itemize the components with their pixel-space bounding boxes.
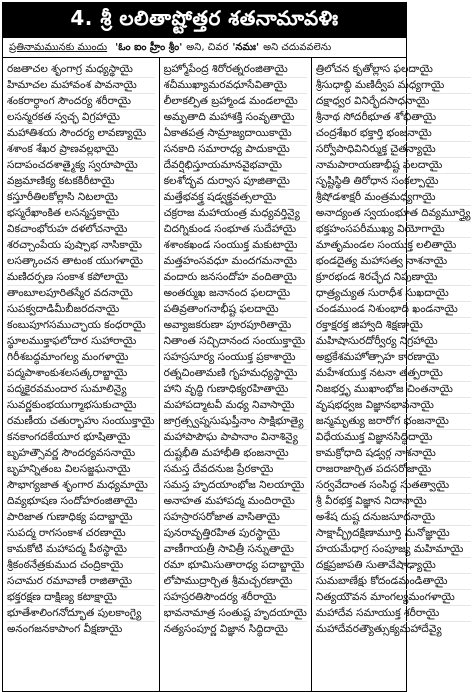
- name-line: నత్యసంపూర్ణ విజ్ఞాన సిద్ధిదాయై: [163, 623, 288, 635]
- name-line: మహాదేవ సమాయుక్త శరీరాయై: [316, 606, 471, 622]
- name-line: చిదగ్నికుండ సంభూత సుదేహాయై: [164, 222, 307, 238]
- name-line: సమస్త దేవదనుజ ప్రేరకాయై: [164, 462, 307, 478]
- name-line: గిరీశబద్ధమాంగల్య మంగళాయై: [7, 350, 155, 366]
- name-line: అనంగజనకాపాంగ వీక్షణాయై: [7, 623, 123, 635]
- name-line: సహస్రరతిసౌందర్య శరీరాయై: [164, 590, 307, 606]
- name-line: పద్మకైరవమందార సుమాలిన్యై: [7, 382, 155, 398]
- name-line: సువర్ణకుంభయుగ్మాభసుకుచాయై: [7, 398, 155, 414]
- instruction-middle: అని, చివర: [186, 41, 229, 53]
- name-line: రజతాచల శృంగాగ్ర మధ్యస్థాయై: [7, 62, 155, 78]
- name-line: అభ్రకేశమహోత్సాహ కారణాయై: [316, 350, 471, 366]
- name-line: పద్మపాశాంకుశలసత్కరాబ్జాయై: [7, 366, 155, 382]
- name-line: దివ్యభూషణ సందోహరంజితాయై: [7, 494, 155, 510]
- name-line: మహిషాసురదోర్వీర్య నిగ్రహాయై: [316, 334, 471, 350]
- name-line: కామకోటి మహాపద్మ పీఠస్థాయై: [7, 542, 155, 558]
- name-line: రత్నచింతామణి గృహమధ్యస్థాయై: [164, 366, 307, 382]
- name-line: క్రూరభండ శిరచ్ఛేద నిపుణాయై: [316, 270, 471, 286]
- name-line: శ్రీషోడశాక్షరీ మంత్రమధ్యగాయై: [316, 190, 471, 206]
- name-line: సమస్త హృదయాంభోజ నిలయాయై: [164, 478, 307, 494]
- name-column-1: [3, 58, 159, 691]
- name-line: భండదైత్య మహాసత్వ నాశనాయై: [316, 254, 471, 270]
- name-line: భస్మరేఖాంకిత లసన్మస్తకాయై: [7, 206, 155, 222]
- name-line: చంద్రశేఖర భక్తార్తి భంజనాయై: [316, 126, 471, 142]
- name-line: మణిదర్పణ సంకాశ కపోలాయై: [7, 270, 155, 286]
- name-line: సచామర రమావాణీ రాజితాయై: [7, 574, 155, 590]
- name-line: దుష్టభీతి మహాభీతి భంజనాయై: [164, 446, 307, 462]
- name-line: మహాతిశయ సౌందర్య లావణ్యాయై: [7, 126, 155, 142]
- name-line: దేవర్షిభిస్తూయమానవైభవాయై: [164, 158, 307, 174]
- name-line: శంకరార్ధాంగ సౌందర్య శరీరాయై: [7, 94, 155, 110]
- name-line: హిమాచల మహావంశ పావనాయై: [7, 78, 155, 94]
- name-line: శచీముఖ్యామరవధూసేవితాయై: [164, 78, 307, 94]
- name-line: జన్మమృత్యు జరారోగ భంజనాయై: [316, 414, 471, 430]
- name-line: లసత్కాంచన తాటంక యుగళాయై: [7, 254, 155, 270]
- name-line: పతివ్రతాంగనాభీష్ట ఫలదాయై: [164, 302, 307, 318]
- name-line: అనాద్యంత స్వయంభూత దివ్యమూర్త్యై: [316, 206, 471, 222]
- name-line: రమా భూమిసుతారాధ్య పదాబ్జాయై: [164, 558, 307, 574]
- name-line: శ్రీకంఠనేత్రకుముద చంద్రికాయై: [7, 558, 155, 574]
- name-line: సాక్షాచ్ఛ్రీదక్షిణామూర్తి మనోజ్ఞాయై: [316, 526, 471, 542]
- name-line: బృహత్సౌవర్ణ సౌందర్యవసనాయై: [7, 446, 155, 462]
- name-line: వృషభధ్వజ విజ్ఞానభావనాయై: [316, 398, 471, 414]
- name-line: కనకాంగదకేయూర భూషితాయై: [7, 430, 155, 446]
- name-line: అవ్యాజకరుణా పూరపూరితాయై: [164, 318, 307, 334]
- name-columns: [2, 58, 471, 692]
- name-line: నామపారాయణాభీష్ట ఫలదాయై: [316, 158, 471, 174]
- name-line: దక్షాధ్వర వినిర్భేదసాధనాయై: [316, 94, 471, 110]
- name-line: బ్రహ్మోపేంద్ర శిరోరత్నరంజితాయై: [164, 62, 307, 78]
- name-line: నిజభర్తృ ముఖాంభోజ చింతనాయై: [316, 382, 471, 398]
- name-line: లీలాకల్పిత బ్రహ్మాండ మండలాయై: [164, 94, 307, 110]
- name-line: సుమబాణేక్షు కోదండమండితాయై: [316, 574, 471, 590]
- name-line: లోపాముద్రార్చిత శ్రీమచ్చరణాయై: [164, 574, 307, 590]
- name-line: వికచాంభోరుహ దళలోచనాయై: [7, 222, 155, 238]
- name-line: కస్తూరీతిలకోల్లాసి నిటలాయై: [7, 190, 155, 206]
- name-line: అంతర్ముఖ జనానంద ఫలదాయై: [164, 286, 307, 302]
- name-line: మహాపాపౌఘ పాపానాం వినాశిన్యై: [164, 430, 307, 446]
- name-line: రక్తాక్షరక్త జిహ్వాది శిక్షణాయై: [316, 318, 471, 334]
- name-line: శశాంకఖండ సంయుక్త మకుటాయై: [164, 238, 307, 254]
- name-line: భక్తరక్షణ దాక్షిణ్య కటాక్షాయై: [7, 590, 155, 606]
- name-line: త్రిలోచన కృతోల్లాస ఫలదాయై: [316, 62, 471, 78]
- name-line: వజ్రమాణిక్య కటకకిరీటాయై: [7, 174, 155, 190]
- name-line: అమృతాది మహాశక్తి సంవృతాయై: [164, 110, 307, 126]
- name-line: సహస్రారసరోజాత వాసితాయై: [164, 510, 307, 526]
- name-line: సౌభాగ్యజాత శృంగార మధ్యమాయై: [7, 478, 155, 494]
- name-line: భావనామాత్ర సంతుష్ట హృదయాయై: [164, 606, 307, 622]
- name-line: బృహన్నితంబ విలసజ్జఘనాయై: [7, 462, 155, 478]
- name-line: స్థూలముక్తాఫలోదార సుహారాయై: [7, 334, 155, 350]
- name-line: శశాంక శేఖర ప్రాణవల్లభాయై: [7, 142, 155, 158]
- name-line: సనకాది సమారాధ్య పాదుకాయై: [164, 142, 307, 158]
- name-line: మహేశయుక్త నటనా తత్పరాయై: [316, 366, 471, 382]
- name-line: కంబుపూగసముచ్ఛాయ కంధరాయై: [7, 318, 155, 334]
- name-line: ధాత్ర్యచ్యుత సురాధీశ సుఖదాయై: [316, 286, 471, 302]
- name-line: మహాదేవరత్యౌత్సుక్యమహాదేవ్యై: [315, 623, 442, 635]
- name-line: సృష్టిస్థితి తిరోధాన సంకల్పాయై: [316, 174, 471, 190]
- name-line: సుపక్వదాడిమీబీజరదనాయై: [7, 302, 155, 318]
- name-line: ఏకాతపత్ర సామ్రాజ్యదాయికాయై: [164, 126, 307, 142]
- name-line: పారిజాత గుణాధిక్య పదాబ్జాయై: [7, 510, 155, 526]
- name-line: అశేష దుష్ట దనుజసూదనాయై: [316, 510, 471, 526]
- name-line: రమణీయ చతుర్భాహు సంయుక్తాయై: [7, 414, 155, 430]
- name-line: మత్తహంసవధూ మందగమనాయై: [164, 254, 307, 270]
- page-title: 4. శ్రీ లలితాష్టోత్తర శతనామావళిః: [2, 2, 407, 38]
- name-line: మహాపద్మాటవీ మధ్య నివాసాయై: [164, 398, 307, 414]
- chanting-instruction: [2, 38, 407, 58]
- name-line: శరచ్చాంపేయ పుష్పాభ నాసికాయై: [7, 238, 155, 254]
- name-line: శ్రీ వీరభక్త విజ్ఞాన నిదానాయై: [316, 494, 471, 510]
- name-line: మాతృమండల సంయుక్త లలితాయై: [316, 238, 471, 254]
- name-line: కామక్రోధాది షడ్వర్గ నాశనాయై: [316, 446, 471, 462]
- name-line: వందారు జనసందోహ వందితాయై: [164, 270, 307, 286]
- name-line: సర్వవేదాంత సంసిద్ధ సుతత్వాయై: [316, 478, 471, 494]
- instruction-mantra: 'ఓం ఐం హ్రీం శ్రీం': [115, 41, 183, 53]
- name-column-2: [159, 58, 311, 691]
- name-line: హాని వృద్ధి గుణాధిక్యరహితాయై: [164, 382, 307, 398]
- name-line: చక్రరాజ మహాయంత్ర మధ్యవర్తిన్యై: [164, 206, 307, 222]
- instruction-prefix: ప్రతినామమునకు ముందు: [9, 41, 108, 53]
- name-line: మత్తేభవక్త్ర షడ్వక్త్రవత్సలాయై: [164, 190, 307, 206]
- name-line: వాణీగాయత్రీ సావిత్రీ సన్నుతాయై: [164, 542, 307, 558]
- name-line: సుపద్మ రాగసంకాశ చరణాయై: [7, 526, 155, 542]
- instruction-ending: 'నమః': [232, 41, 260, 53]
- name-line: జాగ్రత్స్వప్నసుషుప్తీనాం సాక్షిభూత్యై: [164, 414, 307, 430]
- name-line: భక్తహంసపరీముఖ్య వియోగాయై: [316, 222, 471, 238]
- name-line: హయమేధాగ్ర సంపూజ్య మహిమాయై: [316, 542, 471, 558]
- name-line: కలశోద్భవ దుర్వాస పూజితాయై: [164, 174, 307, 190]
- name-line: పునరావృత్తిరహిత పురస్థాయై: [164, 526, 307, 542]
- name-line: చండముండ నిశుంభాది ఖండనాయై: [316, 302, 471, 318]
- name-line: తాంబూలపూరితస్మేర వదనాయై: [7, 286, 155, 302]
- name-line: నితాంత సచ్చిదానంద సంయుక్తాయై: [164, 334, 307, 350]
- name-line: సర్వోపాధివినిర్ముక్త చైతన్యాయై: [316, 142, 471, 158]
- name-line: లసన్మరకత స్వచ్ఛ విగ్రహాయై: [7, 110, 155, 126]
- name-line: శ్రీనాథ సోదరీభూత శోభితాయై: [316, 110, 471, 126]
- name-line: నిత్యయౌవన మాంగల్యమంగళాయై: [316, 590, 471, 606]
- name-line: రాజరాజార్చిత పదసరోజాయై: [316, 462, 471, 478]
- name-line: భూతేశాలింగనోద్భూత పులకాంగ్యై: [7, 606, 155, 622]
- name-line: సహస్రసూర్య సంయుక్త ప్రకాశాయై: [164, 350, 307, 366]
- name-column-3: [311, 58, 475, 691]
- name-line: శ్రీసుధాబ్ధి మణిద్వీప మధ్యగాయై: [316, 78, 471, 94]
- name-line: సదాపంచదశాత్మైక్య స్వరూపాయై: [7, 158, 155, 174]
- name-line: దక్షప్రజాపతి సుతావేషాఢ్యాయై: [316, 558, 471, 574]
- name-line: అనాహత మహాపద్మ మందిరాయై: [164, 494, 307, 510]
- name-line: విధేయముక్త విజ్ఞానసిద్ధిదాయై: [316, 430, 471, 446]
- instruction-suffix: అని చదువవలెను: [263, 41, 332, 53]
